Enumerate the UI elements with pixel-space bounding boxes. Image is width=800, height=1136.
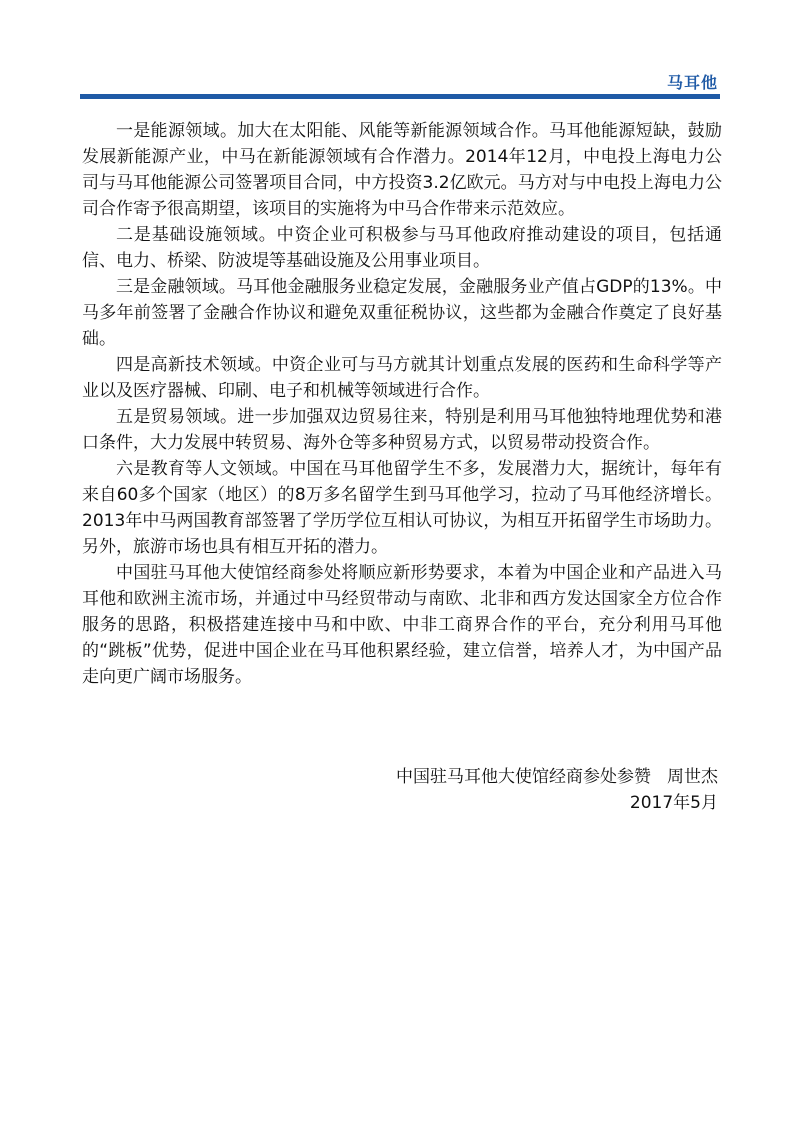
signature-date: 2017年5月 [629, 793, 718, 813]
paragraph-trade: 五是贸易领域。进一步加强双边贸易往来，特别是利用马耳他独特地理优势和港口条件，大力发展中转贸易、海外仓等多种贸易方式，以贸易带动投资合作。 [82, 407, 722, 453]
signature-name: 周世杰 [667, 767, 718, 787]
header-divider [80, 94, 720, 99]
paragraph-energy: 一是能源领域。加大在太阳能、风能等新能源领域合作。马耳他能源短缺，鼓励发展新能源产业，中马在新能源领域有合作潜力。2014年12月，中电投上海电力公司与马耳他能源公司签署项目合同，中方投资3.2亿欧元。马方对与中电投上海电力公司合作寄予很高期望，该项目的实施将为中马合作带来示范效应。 [82, 121, 722, 219]
paragraph-high-tech: 四是高新技术领域。中资企业可与马方就其计划重点发展的医药和生命科学等产业以及医疗器械、印刷、电子和机械等领域进行合作。 [82, 355, 722, 401]
signature-line [396, 764, 718, 790]
page-header-title: 马耳他 [666, 73, 718, 92]
paragraph-infrastructure: 二是基础设施领域。中资企业可积极参与马耳他政府推动建设的项目，包括通信、电力、桥梁、防波堤等基础设施及公用事业项目。 [82, 225, 722, 271]
signature-org: 中国驻马耳他大使馆经商参处参赞 [396, 767, 651, 787]
body-text [82, 118, 722, 690]
paragraph-education: 六是教育等人文领域。中国在马耳他留学生不多，发展潜力大，据统计，每年有来自60多个国家（地区）的8万多名留学生到马耳他学习，拉动了马耳他经济增长。2013年中马两国教育部签署了学历学位互相认可协议，为相互开拓留学生市场助力。另外，旅游市场也具有相互开拓的潜力。 [82, 459, 722, 557]
paragraph-embassy: 中国驻马耳他大使馆经商参处将顺应新形势要求，本着为中国企业和产品进入马耳他和欧洲主流市场，并通过中马经贸带动与南欧、北非和西方发达国家全方位合作服务的思路，积极搭建连接中马和中欧、中非工商界合作的平台，充分利用马耳他的“跳板”优势，促进中国企业在马耳他积累经验，建立信誉，培养人才，为中国产品走向更广阔市场服务。 [82, 563, 722, 687]
paragraph-finance: 三是金融领域。马耳他金融服务业稳定发展，金融服务业产值占GDP的13%。中马多年前签署了金融合作协议和避免双重征税协议，这些都为金融合作奠定了良好基础。 [82, 277, 722, 349]
signature-block [396, 764, 718, 816]
